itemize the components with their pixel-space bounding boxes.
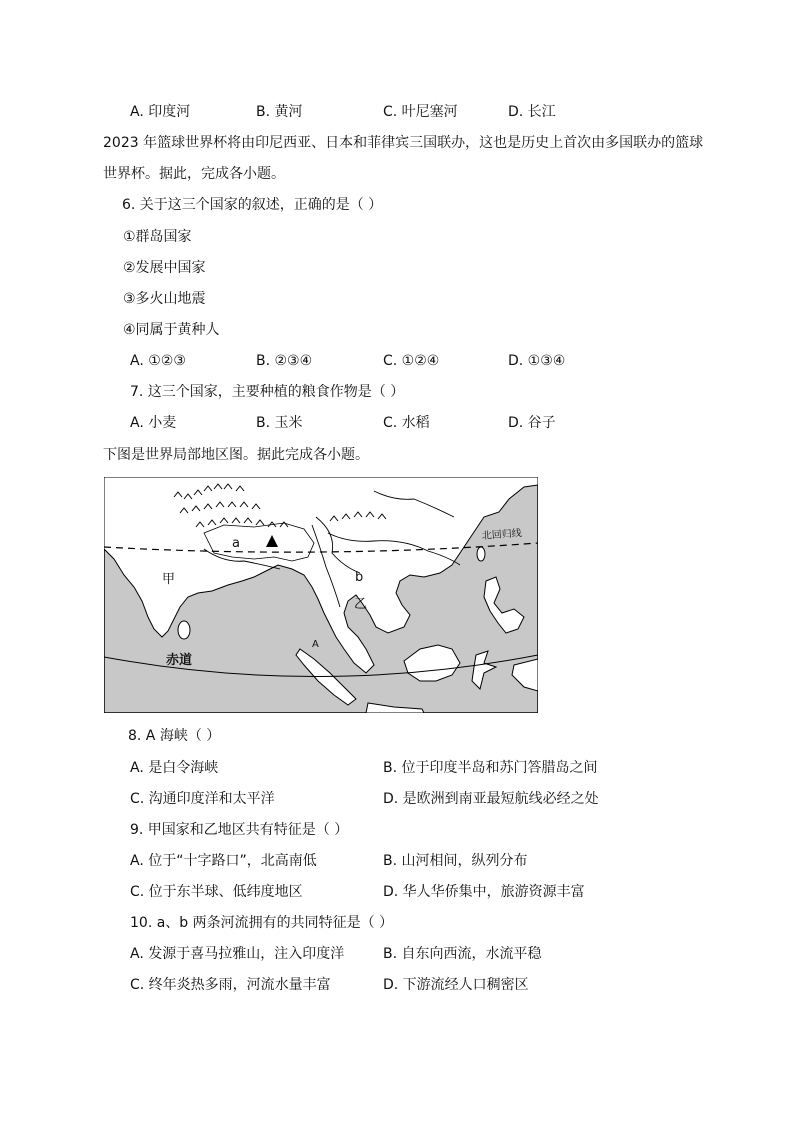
map-taiwan	[477, 547, 485, 561]
q8-option-d: D. 是欧洲到南亚最短航线必经之处	[383, 791, 599, 807]
q10-option-c: C. 终年炎热多雨，河流水量丰富	[130, 977, 331, 993]
map-label-tropic: 北回归线	[481, 528, 523, 542]
intro-paragraph-line2: 世界杯。据此，完成各小题。	[103, 166, 285, 182]
q10-option-b: B. 自东向西流，水流平稳	[383, 946, 542, 962]
map-label-yi: 乙	[354, 597, 368, 612]
q8-stem: 8. A 海峡（ ）	[128, 728, 221, 744]
q7-option-c: C. 水稻	[383, 415, 430, 431]
q5-option-d: D. 长江	[508, 104, 556, 120]
q6-option-b: B. ②③④	[256, 353, 313, 369]
q9-option-b: B. 山河相间，纵列分布	[383, 853, 528, 869]
q9-stem: 9. 甲国家和乙地区共有特征是（ ）	[130, 822, 349, 838]
map-intro: 下图是世界局部地区图。据此完成各小题。	[103, 447, 369, 463]
q6-stem: 6. 关于这三个国家的叙述，正确的是（ ）	[122, 197, 383, 213]
q6-option-d: D. ①③④	[508, 353, 566, 369]
map-label-equator: 赤道	[166, 653, 193, 668]
q7-option-a: A. 小麦	[130, 415, 177, 431]
asia-region-map	[104, 477, 538, 713]
map-label-a: a	[232, 536, 240, 551]
q8-option-a: A. 是白令海峡	[130, 760, 219, 776]
q6-item-3: ③多火山地震	[123, 291, 206, 307]
q6-item-4: ④同属于黄种人	[123, 322, 220, 338]
map-sri-lanka	[178, 621, 190, 639]
q5-option-a: A. 印度河	[130, 104, 191, 120]
q6-item-1: ①群岛国家	[123, 229, 192, 245]
q10-stem: 10. a、b 两条河流拥有的共同特征是（ ）	[130, 915, 394, 931]
q6-option-c: C. ①②④	[383, 353, 440, 369]
q10-option-d: D. 下游流经人口稠密区	[383, 977, 529, 993]
q6-item-2: ②发展中国家	[123, 260, 206, 276]
map-label-b: b	[355, 570, 364, 585]
q7-stem: 7. 这三个国家，主要种植的粮食作物是（ ）	[130, 384, 405, 400]
map-label-strait: A	[312, 639, 319, 650]
map-label-jia: 甲	[162, 572, 176, 587]
q6-option-a: A. ①②③	[130, 353, 186, 369]
q5-option-b: B. 黄河	[256, 104, 303, 120]
q7-option-b: B. 玉米	[256, 415, 303, 431]
q9-option-c: C. 位于东半球、低纬度地区	[130, 884, 303, 900]
q5-option-c: C. 叶尼塞河	[383, 104, 458, 120]
q10-option-a: A. 发源于喜马拉雅山，注入印度洋	[130, 946, 345, 962]
q8-option-c: C. 沟通印度洋和太平洋	[130, 791, 275, 807]
q7-option-d: D. 谷子	[508, 415, 556, 431]
q8-option-b: B. 位于印度半岛和苏门答腊岛之间	[383, 760, 598, 776]
q9-option-a: A. 位于“十字路口”，北高南低	[130, 853, 317, 869]
intro-paragraph-line1: 2023 年篮球世界杯将由印尼西亚、日本和菲律宾三国联办，这也是历史上首次由多国联办的篮球	[103, 135, 704, 151]
q9-option-d: D. 华人华侨集中，旅游资源丰富	[383, 884, 585, 900]
